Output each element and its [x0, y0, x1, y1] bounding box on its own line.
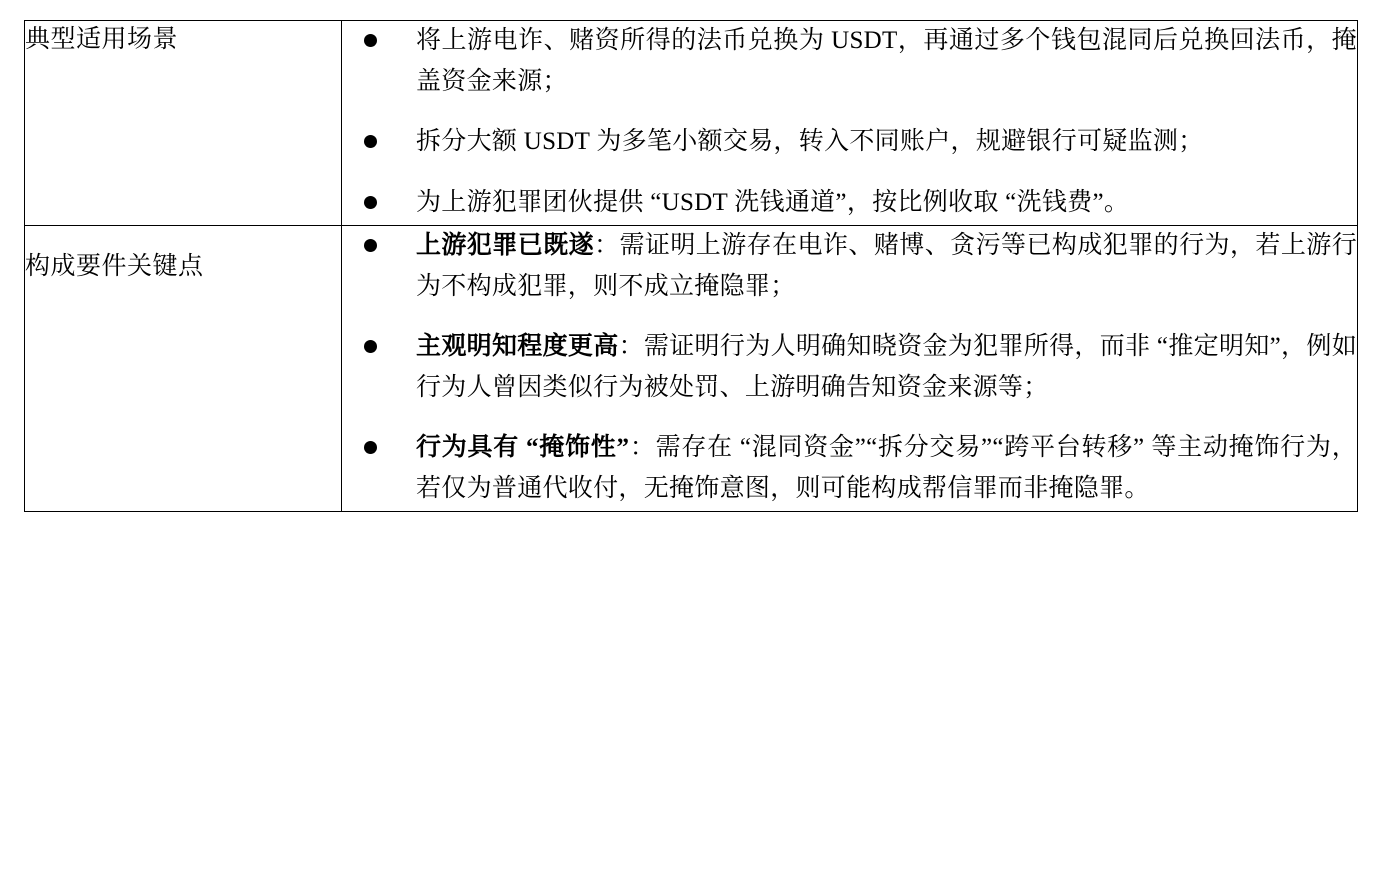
bullet-dot-icon: [364, 441, 377, 454]
list-item: [342, 183, 1357, 224]
bullet-dot-icon: [364, 34, 377, 47]
list-item: [342, 327, 1357, 408]
list-item-lead: 上游犯罪已既遂: [416, 232, 595, 259]
list-item: [342, 21, 1357, 102]
row-content-cell: [342, 21, 1358, 226]
list-item: [342, 122, 1357, 163]
row-label-cell: [25, 226, 342, 512]
table-row: [25, 21, 1358, 226]
bullet-dot-icon: [364, 135, 377, 148]
row-content-cell: [342, 226, 1358, 512]
list-item-body: ：需存在 “混同资金”“拆分交易”“跨平台转移” 等主动掩饰行为，若仅为普通代收付，无掩饰意图，则可能构成帮信罪而非掩隐罪。: [416, 434, 1357, 502]
list-item: [342, 226, 1357, 307]
list-item-text: 将上游电诈、赌资所得的法币兑换为 USDT，再通过多个钱包混同后兑换回法币，掩盖资金来源；: [416, 27, 1357, 95]
row-label: 典型适用场景: [25, 26, 179, 53]
list-item-text: [416, 226, 1357, 307]
table-row: [25, 226, 1358, 512]
bullet-dot-icon: [364, 340, 377, 353]
bullet-list: [342, 21, 1357, 223]
list-item-text: 为上游犯罪团伙提供 “USDT 洗钱通道”，按比例收取 “洗钱费”。: [416, 188, 1130, 216]
bullet-list: [342, 226, 1357, 509]
list-item-text: 拆分大额 USDT 为多笔小额交易，转入不同账户，规避银行可疑监测；: [416, 128, 1204, 155]
list-item-lead: 主观明知程度更高: [416, 333, 619, 360]
row-label: 构成要件关键点: [25, 253, 204, 280]
list-item-body: ：需证明上游存在电诈、赌博、贪污等已构成犯罪的行为，若上游行为不构成犯罪，则不成立掩隐罪；: [416, 232, 1357, 300]
list-item-text: [416, 327, 1357, 408]
row-label-cell: [25, 21, 342, 226]
bullet-dot-icon: [364, 196, 377, 209]
doc-table: [24, 20, 1358, 512]
list-item-text: [416, 428, 1357, 509]
table-body: [25, 21, 1358, 512]
list-item-lead: 行为具有 “掩饰性”: [416, 434, 630, 461]
list-item-body: ：需证明行为人明确知晓资金为犯罪所得，而非 “推定明知”，例如行为人曾因类似行为被处罚、上游明确告知资金来源等；: [416, 333, 1358, 401]
bullet-dot-icon: [364, 239, 377, 252]
list-item: [342, 428, 1357, 509]
